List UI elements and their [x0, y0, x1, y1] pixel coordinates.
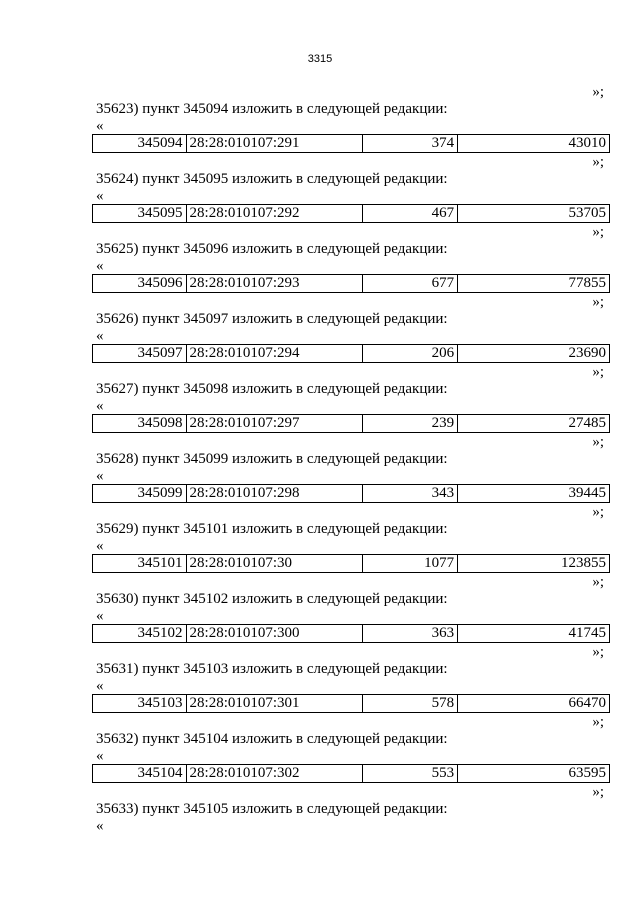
cadastral-number-cell: 28:28:010107:292 [186, 205, 362, 223]
parcel-number-cell: 345095 [93, 205, 187, 223]
cadastral-number-cell: 28:28:010107:302 [186, 765, 362, 783]
table-row [93, 765, 610, 783]
value-cell: 39445 [458, 485, 610, 503]
cadastral-number-cell: 28:28:010107:291 [186, 135, 362, 153]
opening-quote: « [96, 818, 104, 834]
area-cell: 374 [362, 135, 458, 153]
area-cell: 363 [362, 625, 458, 643]
parcel-row-table [92, 134, 610, 153]
closing-quote: »; [592, 434, 604, 450]
value-cell: 27485 [458, 415, 610, 433]
area-cell: 206 [362, 345, 458, 363]
closing-quote: »; [592, 784, 604, 800]
page-number: 3315 [307, 53, 333, 65]
opening-quote: « [96, 258, 104, 274]
parcel-number-cell: 345098 [93, 415, 187, 433]
amendment-text: 35625) пункт 345096 изложить в следующей редакции: [96, 241, 448, 257]
closing-quote: »; [592, 154, 604, 170]
table-row [93, 135, 610, 153]
value-cell: 23690 [458, 345, 610, 363]
table-row [93, 555, 610, 573]
cadastral-number-cell: 28:28:010107:298 [186, 485, 362, 503]
parcel-row-table [92, 624, 610, 643]
opening-quote: « [96, 468, 104, 484]
amendment-text: 35633) пункт 345105 изложить в следующей редакции: [96, 801, 448, 817]
amendment-text: 35631) пункт 345103 изложить в следующей редакции: [96, 661, 448, 677]
area-cell: 239 [362, 415, 458, 433]
area-cell: 578 [362, 695, 458, 713]
amendment-text: 35623) пункт 345094 изложить в следующей редакции: [96, 101, 448, 117]
area-cell: 677 [362, 275, 458, 293]
closing-quote: »; [592, 574, 604, 590]
opening-quote: « [96, 328, 104, 344]
parcel-number-cell: 345104 [93, 765, 187, 783]
cadastral-number-cell: 28:28:010107:293 [186, 275, 362, 293]
value-cell: 63595 [458, 765, 610, 783]
opening-quote: « [96, 748, 104, 764]
amendment-text: 35632) пункт 345104 изложить в следующей редакции: [96, 731, 448, 747]
closing-quote: »; [592, 84, 604, 100]
cadastral-number-cell: 28:28:010107:300 [186, 625, 362, 643]
value-cell: 41745 [458, 625, 610, 643]
value-cell: 123855 [458, 555, 610, 573]
amendment-text: 35627) пункт 345098 изложить в следующей редакции: [96, 381, 448, 397]
parcel-number-cell: 345094 [93, 135, 187, 153]
parcel-row-table [92, 204, 610, 223]
closing-quote: »; [592, 644, 604, 660]
amendment-text: 35629) пункт 345101 изложить в следующей редакции: [96, 521, 448, 537]
parcel-row-table [92, 694, 610, 713]
parcel-row-table [92, 274, 610, 293]
parcel-number-cell: 345096 [93, 275, 187, 293]
opening-quote: « [96, 188, 104, 204]
area-cell: 553 [362, 765, 458, 783]
opening-quote: « [96, 398, 104, 414]
amendment-text: 35630) пункт 345102 изложить в следующей редакции: [96, 591, 448, 607]
table-row [93, 275, 610, 293]
parcel-row-table [92, 764, 610, 783]
table-row [93, 205, 610, 223]
value-cell: 66470 [458, 695, 610, 713]
area-cell: 1077 [362, 555, 458, 573]
closing-quote: »; [592, 504, 604, 520]
table-row [93, 345, 610, 363]
parcel-number-cell: 345099 [93, 485, 187, 503]
closing-quote: »; [592, 364, 604, 380]
opening-quote: « [96, 678, 104, 694]
area-cell: 343 [362, 485, 458, 503]
opening-quote: « [96, 538, 104, 554]
cadastral-number-cell: 28:28:010107:301 [186, 695, 362, 713]
opening-quote: « [96, 118, 104, 134]
cadastral-number-cell: 28:28:010107:30 [186, 555, 362, 573]
closing-quote: »; [592, 294, 604, 310]
value-cell: 77855 [458, 275, 610, 293]
table-row [93, 485, 610, 503]
area-cell: 467 [362, 205, 458, 223]
parcel-row-table [92, 554, 610, 573]
parcel-number-cell: 345101 [93, 555, 187, 573]
value-cell: 53705 [458, 205, 610, 223]
parcel-number-cell: 345102 [93, 625, 187, 643]
parcel-number-cell: 345097 [93, 345, 187, 363]
opening-quote: « [96, 608, 104, 624]
parcel-row-table [92, 414, 610, 433]
table-row [93, 695, 610, 713]
cadastral-number-cell: 28:28:010107:294 [186, 345, 362, 363]
parcel-row-table [92, 344, 610, 363]
closing-quote: »; [592, 714, 604, 730]
value-cell: 43010 [458, 135, 610, 153]
parcel-row-table [92, 484, 610, 503]
table-row [93, 415, 610, 433]
amendment-text: 35624) пункт 345095 изложить в следующей редакции: [96, 171, 448, 187]
cadastral-number-cell: 28:28:010107:297 [186, 415, 362, 433]
table-row [93, 625, 610, 643]
amendment-text: 35628) пункт 345099 изложить в следующей редакции: [96, 451, 448, 467]
closing-quote: »; [592, 224, 604, 240]
amendment-text: 35626) пункт 345097 изложить в следующей редакции: [96, 311, 448, 327]
parcel-number-cell: 345103 [93, 695, 187, 713]
